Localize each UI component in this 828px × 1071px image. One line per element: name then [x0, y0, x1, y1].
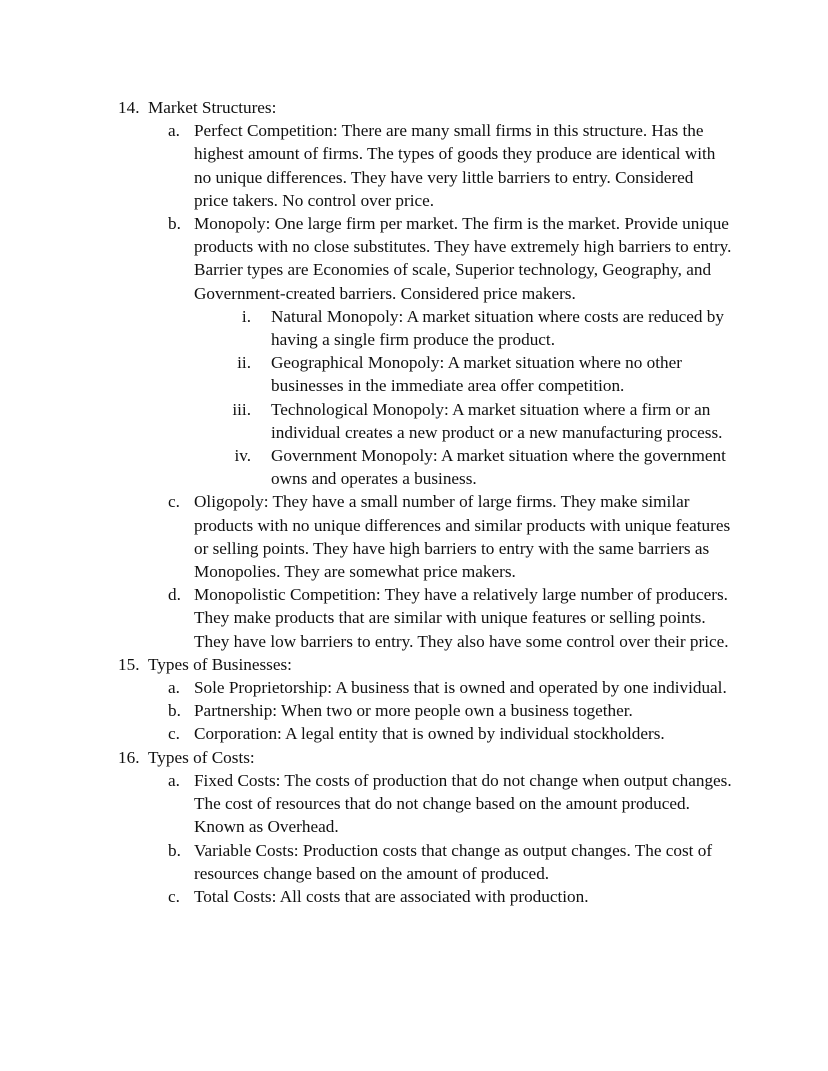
- list-marker-14c: c.: [168, 492, 180, 512]
- outline-list-level2-16: [148, 769, 732, 908]
- outline-item-14b-i: [194, 305, 732, 351]
- outline-item-15c: [148, 722, 732, 745]
- list-marker-14b-ii: ii.: [237, 353, 251, 373]
- list-marker-16: 16.: [118, 747, 140, 767]
- paragraph-partnership: Partnership: When two or more people own a business together.: [194, 701, 633, 721]
- list-marker-15c: c.: [168, 724, 180, 744]
- list-marker-14: 14.: [118, 98, 140, 117]
- paragraph-sole-proprietorship: Sole Proprietorship: A business that is owned and operated by one individual.: [194, 678, 727, 698]
- outline-item-14d: [148, 583, 732, 653]
- list-marker-14a: a.: [168, 121, 180, 141]
- outline-item-14b-iv: [194, 444, 732, 490]
- outline-item-14: [118, 96, 732, 653]
- list-marker-15a: a.: [168, 678, 180, 698]
- outline-item-15b: [148, 699, 732, 722]
- paragraph-monopolistic-competition: Monopolistic Competition: They have a relatively large number of producers. They make products that are similar with unique features or selling points. They have low barriers to entry. They also have some control over their price.: [194, 585, 729, 651]
- paragraph-monopoly: Monopoly: One large firm per market. The firm is the market. Provide unique products with no close substitutes. They have extremely high barriers to entry. Barrier types are Economies of scale, Superior technology, Geography, and Government-created barriers. Considered price makers.: [194, 214, 732, 303]
- section-heading-16: Types of Costs:: [148, 747, 255, 767]
- paragraph-technological-monopoly: Technological Monopoly: A market situation where a firm or an individual creates a new product or a new manufacturing process.: [271, 399, 723, 442]
- list-marker-14d: d.: [168, 585, 181, 605]
- outline-list-level2-14: [148, 119, 732, 653]
- paragraph-corporation: Corporation: A legal entity that is owned by individual stockholders.: [194, 724, 665, 744]
- list-marker-15b: b.: [168, 701, 181, 721]
- paragraph-total-costs: Total Costs: All costs that are associated with production.: [194, 886, 589, 906]
- outline-item-15a: [148, 676, 732, 699]
- list-marker-14b-i: i.: [241, 306, 251, 326]
- paragraph-fixed-costs: Fixed Costs: The costs of production that do not change when output changes. The cost of resources that do not change based on the amount produced. Known as Overhead.: [194, 770, 732, 837]
- outline-item-16a: [148, 769, 732, 839]
- outline-item-14b: [148, 212, 732, 490]
- paragraph-natural-monopoly: Natural Monopoly: A market situation where costs are reduced by having a single firm produce the product.: [271, 306, 724, 350]
- paragraph-perfect-competition: Perfect Competition: There are many small firms in this structure. Has the highest amount of firms. The types of goods they produce are identical with no unique differences. They have very little barriers to entry. Considered price takers. No control over price.: [194, 121, 716, 210]
- outline-item-14a: [148, 119, 732, 212]
- outline-item-16: [118, 746, 732, 908]
- outline-item-15: [118, 653, 732, 746]
- outline-item-16b: [148, 839, 732, 885]
- outline-item-14b-ii: [194, 351, 732, 397]
- outline-item-16c: [148, 885, 732, 908]
- list-marker-16b: b.: [168, 840, 181, 860]
- section-heading-14: Market Structures:: [148, 98, 277, 117]
- section-heading-15: Types of Businesses:: [148, 654, 292, 674]
- paragraph-government-monopoly: Government Monopoly: A market situation where the government owns and operates a business.: [271, 446, 726, 489]
- list-marker-14b: b.: [168, 214, 181, 234]
- list-marker-16c: c.: [168, 886, 180, 906]
- outline-content: [118, 96, 732, 908]
- outline-item-14c: [148, 490, 732, 583]
- outline-list-level3-14b: [194, 305, 732, 491]
- outline-item-14b-iii: [194, 398, 732, 444]
- outline-list-level2-15: [148, 676, 732, 746]
- paragraph-oligopoly: Oligopoly: They have a small number of large firms. They make similar products with no unique differences and similar products with unique features or selling points. They have high barriers to entry with the same barriers as Monopolies. They are somewhat price makers.: [194, 492, 731, 582]
- list-marker-15: 15.: [118, 654, 140, 674]
- paragraph-geographical-monopoly: Geographical Monopoly: A market situation where no other businesses in the immediate area offer competition.: [271, 353, 682, 396]
- outline-list-level1: [118, 96, 732, 908]
- list-marker-16a: a.: [168, 770, 180, 790]
- list-marker-14b-iv: iv.: [234, 446, 251, 466]
- paragraph-variable-costs: Variable Costs: Production costs that change as output changes. The cost of resources change based on the amount of produced.: [194, 840, 713, 883]
- list-marker-14b-iii: iii.: [232, 399, 251, 419]
